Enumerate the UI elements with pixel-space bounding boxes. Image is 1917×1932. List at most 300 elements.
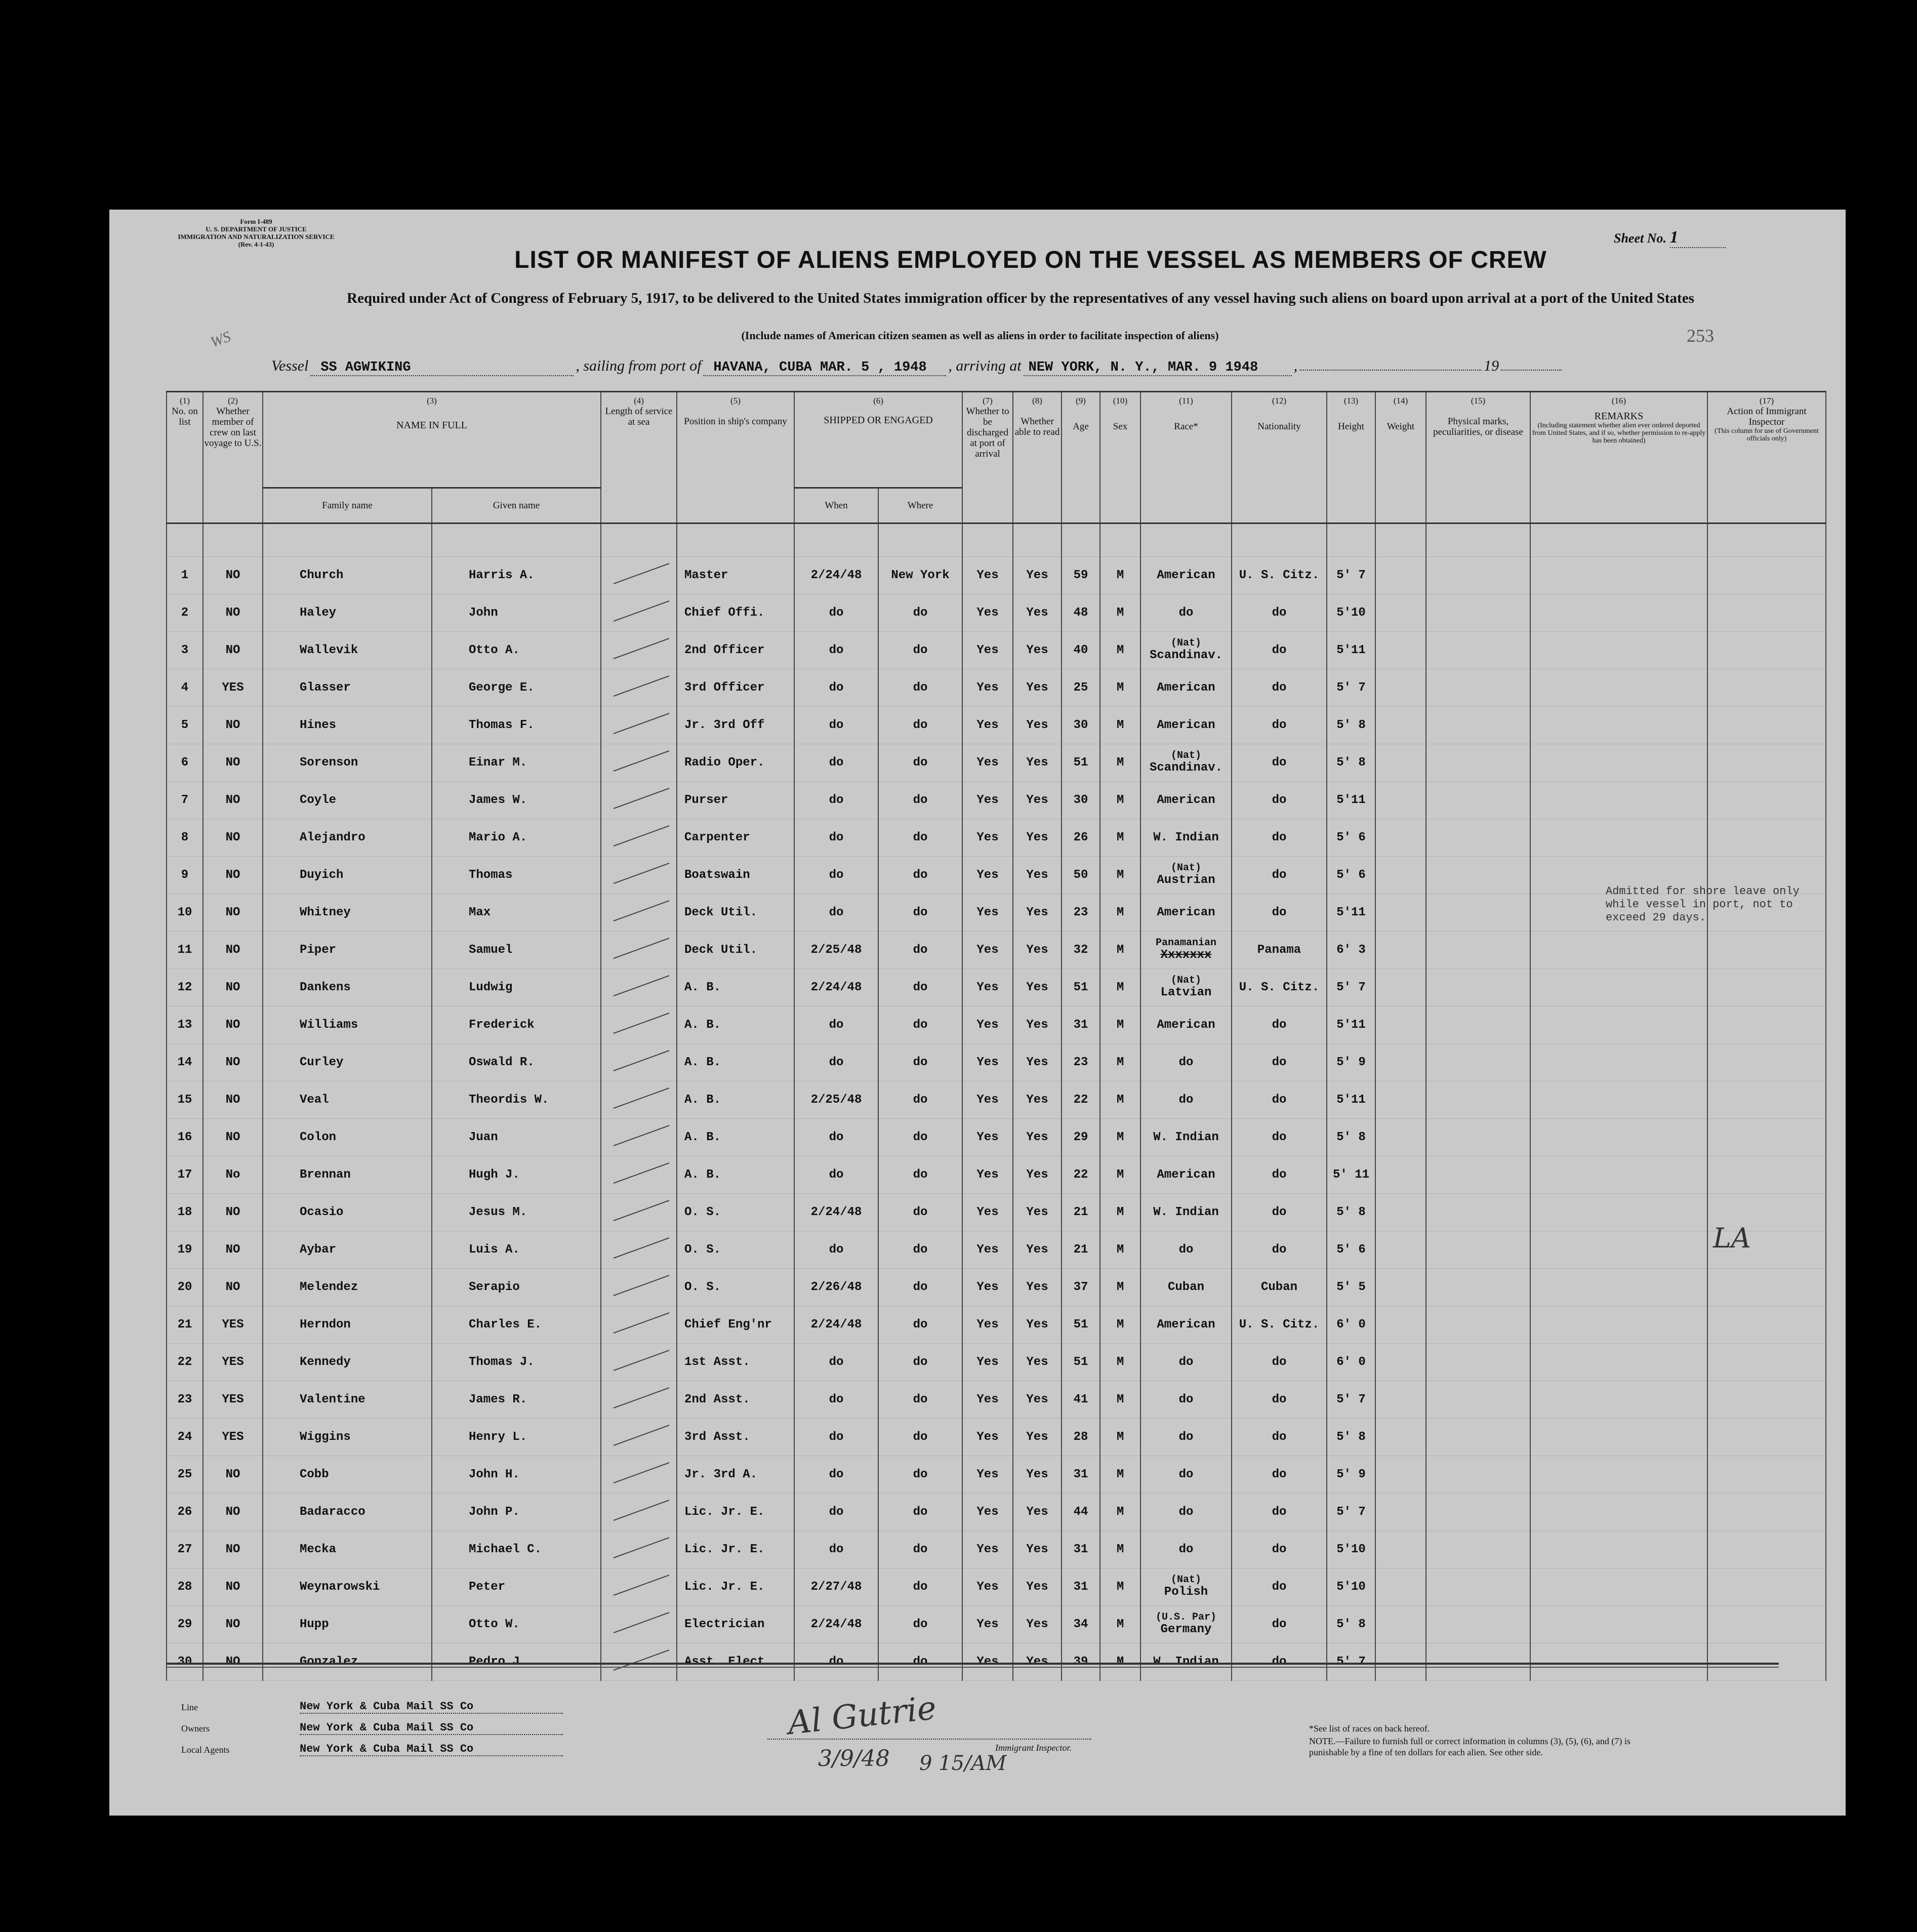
last-voyage-cell <box>203 594 263 632</box>
physical-marks-cell <box>1426 1306 1530 1344</box>
row-number-value: 22 <box>177 1355 192 1369</box>
service-dash-mark <box>603 746 674 776</box>
crew-row <box>167 1306 1826 1344</box>
given-name-value: Oswald R. <box>469 1056 535 1069</box>
sex-value: M <box>1116 1543 1124 1556</box>
given-name-cell <box>432 782 601 819</box>
last-voyage-value: NO <box>225 1655 240 1669</box>
weight-cell <box>1375 1306 1426 1344</box>
weight-cell <box>1375 707 1426 744</box>
row-number-value: 13 <box>177 1018 192 1032</box>
row-number-value: 27 <box>177 1543 192 1556</box>
family-name-cell <box>263 1306 432 1344</box>
last-voyage-cell <box>203 669 263 707</box>
race-cell <box>1140 1494 1232 1531</box>
inspector-action-cell <box>1707 1044 1826 1081</box>
inspector-action-cell <box>1707 1494 1826 1531</box>
shipped-when-value: do <box>829 681 844 695</box>
sex-value: M <box>1116 681 1124 695</box>
discharged-value: Yes <box>976 643 999 657</box>
inspector-action-cell <box>1707 1306 1826 1344</box>
race-value: do <box>1178 1355 1194 1369</box>
discharged-value: Yes <box>976 1056 999 1069</box>
last-voyage-cell <box>203 1494 263 1531</box>
shipped-when-value: 2/25/48 <box>810 1093 862 1107</box>
shipped-when-cell <box>794 744 878 782</box>
weight-cell <box>1375 894 1426 932</box>
last-voyage-cell <box>203 969 263 1007</box>
col-action-header: (17) Action of Immigrant Inspector (This column for use of Government officials only) <box>1707 392 1826 524</box>
discharged-cell <box>962 1344 1013 1381</box>
remarks-cell <box>1530 1568 1707 1606</box>
discharged-value: Yes <box>976 1543 999 1556</box>
discharged-value: Yes <box>976 831 999 844</box>
discharged-cell <box>962 594 1013 632</box>
discharged-value: Yes <box>976 981 999 994</box>
position-value: 3rd Asst. <box>684 1430 750 1444</box>
position-cell <box>677 1419 794 1456</box>
shipped-where-value: do <box>913 1093 928 1107</box>
given-name-value: James R. <box>469 1393 527 1406</box>
physical-marks-cell <box>1426 707 1530 744</box>
position-value: A. B. <box>684 1131 721 1144</box>
crew-row <box>167 1381 1826 1419</box>
nationality-value: do <box>1272 1018 1287 1032</box>
row-number-cell <box>167 632 203 669</box>
position-value: 2nd Officer <box>684 643 765 657</box>
last-voyage-cell <box>203 632 263 669</box>
position-cell <box>677 969 794 1007</box>
position-cell <box>677 1007 794 1044</box>
weight-cell <box>1375 1606 1426 1643</box>
discharged-value: Yes <box>976 569 999 582</box>
position-cell <box>677 594 794 632</box>
age-cell <box>1062 557 1100 594</box>
nationality-cell <box>1232 1531 1327 1568</box>
position-cell <box>677 669 794 707</box>
shipped-where-cell <box>878 744 962 782</box>
family-name-cell <box>263 1156 432 1194</box>
discharged-value: Yes <box>976 793 999 807</box>
height-cell <box>1327 1494 1375 1531</box>
last-voyage-cell <box>203 1269 263 1306</box>
age-cell <box>1062 669 1100 707</box>
family-name-cell <box>263 782 432 819</box>
height-value: 5' 7 <box>1336 981 1366 994</box>
row-number-cell <box>167 1231 203 1269</box>
nationality-value: Cuban <box>1261 1280 1298 1294</box>
last-voyage-value: NO <box>225 1543 240 1556</box>
sex-cell <box>1100 594 1140 632</box>
service-dash-mark <box>603 1607 674 1638</box>
shipped-where-cell <box>878 632 962 669</box>
given-name-cell <box>432 1456 601 1494</box>
weight-cell <box>1375 1531 1426 1568</box>
given-name-value: John <box>469 606 498 620</box>
shipped-where-value: do <box>913 1618 928 1631</box>
shipped-when-cell <box>794 969 878 1007</box>
weight-cell <box>1375 1156 1426 1194</box>
given-name-cell <box>432 1119 601 1156</box>
height-cell <box>1327 632 1375 669</box>
row-number-cell <box>167 969 203 1007</box>
weight-cell <box>1375 782 1426 819</box>
nationality-value: do <box>1272 1205 1287 1219</box>
discharged-cell <box>962 894 1013 932</box>
service-length-cell <box>601 1419 677 1456</box>
position-cell <box>677 1119 794 1156</box>
service-dash-mark <box>603 1195 674 1226</box>
service-dash-mark <box>603 821 674 851</box>
remarks-cell <box>1530 1456 1707 1494</box>
family-name-value: Glasser <box>300 681 351 695</box>
row-number-value: 10 <box>177 906 192 919</box>
age-cell <box>1062 1044 1100 1081</box>
last-voyage-value: NO <box>225 1505 240 1519</box>
service-dash-mark <box>603 858 674 889</box>
shipped-when-cell <box>794 1419 878 1456</box>
family-name-value: Sorenson <box>300 756 358 770</box>
discharged-cell <box>962 1007 1013 1044</box>
able-to-read-value: Yes <box>1026 1580 1048 1594</box>
position-value: Carpenter <box>684 831 750 844</box>
shipped-when-value: 2/24/48 <box>810 569 862 582</box>
service-dash-mark <box>603 1345 674 1376</box>
shipped-where-value: do <box>913 1543 928 1556</box>
remarks-cell <box>1530 1269 1707 1306</box>
given-name-cell <box>432 744 601 782</box>
position-cell <box>677 744 794 782</box>
shipped-where-value: do <box>913 1393 928 1406</box>
nationality-value: do <box>1272 1580 1287 1594</box>
shipped-where-cell <box>878 1007 962 1044</box>
age-cell <box>1062 1381 1100 1419</box>
shipped-when-cell <box>794 1606 878 1643</box>
weight-cell <box>1375 1344 1426 1381</box>
age-cell <box>1062 1643 1100 1681</box>
race-cell <box>1140 1643 1232 1681</box>
shipped-when-value: 2/24/48 <box>810 981 862 994</box>
nationality-cell <box>1232 557 1327 594</box>
service-dash-mark <box>603 783 674 814</box>
given-name-cell <box>432 969 601 1007</box>
able-to-read-cell <box>1013 1306 1062 1344</box>
col-race-header: (11) Race* <box>1140 392 1232 524</box>
physical-marks-cell <box>1426 932 1530 969</box>
row-number-value: 8 <box>181 831 189 844</box>
remarks-cell <box>1530 782 1707 819</box>
shipped-when-cell <box>794 1306 878 1344</box>
crew-row <box>167 1568 1826 1606</box>
race-cell <box>1140 1568 1232 1606</box>
discharged-cell <box>962 1381 1013 1419</box>
row-number-cell <box>167 1044 203 1081</box>
sex-value: M <box>1116 1018 1124 1032</box>
crew-row <box>167 1044 1826 1081</box>
shipped-where-cell <box>878 557 962 594</box>
race-value: American <box>1157 1168 1215 1182</box>
last-voyage-value: NO <box>225 1618 240 1631</box>
race-value: American <box>1157 718 1215 732</box>
discharged-value: Yes <box>976 906 999 919</box>
last-voyage-value: NO <box>225 1093 240 1107</box>
age-value: 48 <box>1073 606 1088 620</box>
nationality-value: U. S. Citz. <box>1239 981 1320 994</box>
row-number-value: 30 <box>177 1655 192 1669</box>
family-name-cell <box>263 932 432 969</box>
physical-marks-cell <box>1426 1531 1530 1568</box>
shipped-when-cell <box>794 1381 878 1419</box>
weight-cell <box>1375 969 1426 1007</box>
shipped-when-value: do <box>829 1056 844 1069</box>
crew-row <box>167 932 1826 969</box>
able-to-read-value: Yes <box>1026 1430 1048 1444</box>
sex-cell <box>1100 744 1140 782</box>
given-name-value: Einar M. <box>469 756 527 770</box>
age-value: 21 <box>1073 1205 1088 1219</box>
given-name-cell <box>432 1231 601 1269</box>
service-length-cell <box>601 969 677 1007</box>
position-value: Deck Util. <box>684 906 758 919</box>
able-to-read-value: Yes <box>1026 1093 1048 1107</box>
shipped-when-cell <box>794 1156 878 1194</box>
able-to-read-value: Yes <box>1026 1131 1048 1144</box>
shipped-when-cell <box>794 819 878 857</box>
last-voyage-value: NO <box>225 868 240 882</box>
discharged-cell <box>962 632 1013 669</box>
remarks-cell <box>1530 1044 1707 1081</box>
row-number-cell <box>167 1643 203 1681</box>
family-name-cell <box>263 594 432 632</box>
row-number-cell <box>167 1119 203 1156</box>
height-value: 5'10 <box>1336 1580 1366 1594</box>
shipped-where-value: do <box>913 1205 928 1219</box>
handwritten-time: 9 15/AM <box>919 1752 1007 1775</box>
height-cell <box>1327 744 1375 782</box>
discharged-cell <box>962 744 1013 782</box>
physical-marks-cell <box>1426 1081 1530 1119</box>
service-length-cell <box>601 1456 677 1494</box>
given-name-cell <box>432 1269 601 1306</box>
crew-row <box>167 782 1826 819</box>
sailing-label: , sailing from port of <box>576 357 702 374</box>
col-when-header: When <box>794 488 878 524</box>
service-dash-mark <box>603 1645 674 1675</box>
inspector-action-cell <box>1707 819 1826 857</box>
last-voyage-value: YES <box>222 1393 244 1406</box>
shipped-where-value: do <box>913 793 928 807</box>
discharged-value: Yes <box>976 943 999 957</box>
race-value: do <box>1178 1543 1194 1556</box>
col-read-header: (8) Whether able to read <box>1013 392 1062 524</box>
able-to-read-value: Yes <box>1026 1655 1048 1669</box>
able-to-read-cell <box>1013 1344 1062 1381</box>
row-number-cell <box>167 1531 203 1568</box>
able-to-read-cell <box>1013 1044 1062 1081</box>
age-value: 40 <box>1073 643 1088 657</box>
nationality-value: do <box>1272 868 1287 882</box>
height-cell <box>1327 1156 1375 1194</box>
service-dash-mark <box>603 671 674 701</box>
given-name-value: Thomas <box>469 868 513 882</box>
able-to-read-cell <box>1013 557 1062 594</box>
given-name-cell <box>432 857 601 894</box>
sex-value: M <box>1116 1243 1124 1257</box>
last-voyage-value: YES <box>222 1355 244 1369</box>
nationality-value: U. S. Citz. <box>1239 1318 1320 1332</box>
height-cell <box>1327 1344 1375 1381</box>
height-cell <box>1327 1456 1375 1494</box>
shipped-when-cell <box>794 1531 878 1568</box>
row-number-value: 14 <box>177 1056 192 1069</box>
last-voyage-cell <box>203 707 263 744</box>
crew-row <box>167 744 1826 782</box>
nationality-cell <box>1232 669 1327 707</box>
row-number-value: 11 <box>177 943 192 957</box>
nationality-value: do <box>1272 1056 1287 1069</box>
family-name-value: Colon <box>300 1131 337 1144</box>
nationality-cell <box>1232 744 1327 782</box>
position-value: Lic. Jr. E. <box>684 1580 765 1594</box>
port-from: HAVANA, CUBA MAR. 5 , 1948 <box>703 360 946 376</box>
discharged-cell <box>962 782 1013 819</box>
position-cell <box>677 932 794 969</box>
age-value: 51 <box>1073 1355 1088 1369</box>
nationality-cell <box>1232 1494 1327 1531</box>
able-to-read-cell <box>1013 1231 1062 1269</box>
family-name-cell <box>263 1119 432 1156</box>
race-cell <box>1140 969 1232 1007</box>
family-name-value: Whitney <box>300 906 351 919</box>
service-length-cell <box>601 894 677 932</box>
height-cell <box>1327 1568 1375 1606</box>
able-to-read-cell <box>1013 932 1062 969</box>
discharged-cell <box>962 1494 1013 1531</box>
shipped-where-cell <box>878 1643 962 1681</box>
family-name-value: Church <box>300 569 344 582</box>
given-name-cell <box>432 1007 601 1044</box>
age-cell <box>1062 894 1100 932</box>
family-name-cell <box>263 1231 432 1269</box>
age-value: 28 <box>1073 1430 1088 1444</box>
shipped-where-cell <box>878 669 962 707</box>
crew-row <box>167 1269 1826 1306</box>
race-cell <box>1140 557 1232 594</box>
discharged-value: Yes <box>976 1355 999 1369</box>
nationality-cell <box>1232 1419 1327 1456</box>
remarks-cell <box>1530 1606 1707 1643</box>
family-name-cell <box>263 1531 432 1568</box>
crew-row <box>167 1156 1826 1194</box>
position-value: A. B. <box>684 1168 721 1182</box>
race-note: (Nat) <box>1171 637 1202 649</box>
nationality-value: do <box>1272 1131 1287 1144</box>
family-name-value: Piper <box>300 943 337 957</box>
position-cell <box>677 1381 794 1419</box>
nationality-value: do <box>1272 1505 1287 1519</box>
weight-cell <box>1375 557 1426 594</box>
discharged-value: Yes <box>976 756 999 770</box>
given-name-value: Otto W. <box>469 1618 520 1631</box>
age-value: 39 <box>1073 1655 1088 1669</box>
position-cell <box>677 1269 794 1306</box>
height-value: 5' 8 <box>1336 1618 1366 1631</box>
sheet-value: 1 <box>1670 228 1726 248</box>
discharged-cell <box>962 969 1013 1007</box>
sex-cell <box>1100 1419 1140 1456</box>
sex-value: M <box>1116 1131 1124 1144</box>
shipped-where-value: do <box>913 643 928 657</box>
sex-value: M <box>1116 831 1124 844</box>
race-value: Xxxxxxx <box>1160 948 1212 962</box>
row-number-value: 2 <box>181 606 189 620</box>
service-length-cell <box>601 1568 677 1606</box>
position-value: A. B. <box>684 1018 721 1032</box>
row-number-cell <box>167 594 203 632</box>
given-name-value: Ludwig <box>469 981 513 994</box>
shipped-where-cell <box>878 1381 962 1419</box>
nationality-value: do <box>1272 718 1287 732</box>
able-to-read-value: Yes <box>1026 868 1048 882</box>
shipped-when-cell <box>794 1494 878 1531</box>
height-cell <box>1327 1194 1375 1231</box>
service-dash-mark <box>603 1495 674 1525</box>
family-name-value: Williams <box>300 1018 358 1032</box>
age-cell <box>1062 1269 1100 1306</box>
family-name-cell <box>263 1643 432 1681</box>
able-to-read-cell <box>1013 744 1062 782</box>
last-voyage-cell <box>203 932 263 969</box>
shipped-when-cell <box>794 1119 878 1156</box>
inspector-action-cell <box>1707 557 1826 594</box>
race-value: Polish <box>1164 1585 1208 1599</box>
position-cell <box>677 1156 794 1194</box>
service-dash-mark <box>603 971 674 1001</box>
age-cell <box>1062 744 1100 782</box>
physical-marks-cell <box>1426 1456 1530 1494</box>
remarks-cell <box>1530 744 1707 782</box>
family-name-cell <box>263 632 432 669</box>
row-number-value: 29 <box>177 1618 192 1631</box>
family-name-value: Valentine <box>300 1393 365 1406</box>
last-voyage-cell <box>203 1306 263 1344</box>
given-name-cell <box>432 1081 601 1119</box>
family-name-value: Coyle <box>300 793 337 807</box>
shipped-where-value: do <box>913 1580 928 1594</box>
last-voyage-value: No <box>225 1168 240 1182</box>
crew-row <box>167 1494 1826 1531</box>
age-cell <box>1062 1194 1100 1231</box>
inspector-action-cell <box>1707 1156 1826 1194</box>
last-voyage-cell <box>203 1344 263 1381</box>
race-cell <box>1140 1269 1232 1306</box>
vessel-name: SS AGWIKING <box>310 360 574 376</box>
vessel-label: Vessel <box>271 357 309 374</box>
line-label: Line <box>181 1702 198 1712</box>
physical-marks-cell <box>1426 819 1530 857</box>
able-to-read-value: Yes <box>1026 718 1048 732</box>
race-value: American <box>1157 1318 1215 1332</box>
height-value: 5'11 <box>1336 1093 1366 1107</box>
position-cell <box>677 819 794 857</box>
shipped-where-cell <box>878 707 962 744</box>
last-voyage-value: YES <box>222 681 244 695</box>
row-number-value: 17 <box>177 1168 192 1182</box>
service-length-cell <box>601 669 677 707</box>
family-name-cell <box>263 819 432 857</box>
department-name: U. S. DEPARTMENT OF JUSTICE <box>206 225 307 233</box>
weight-cell <box>1375 1568 1426 1606</box>
